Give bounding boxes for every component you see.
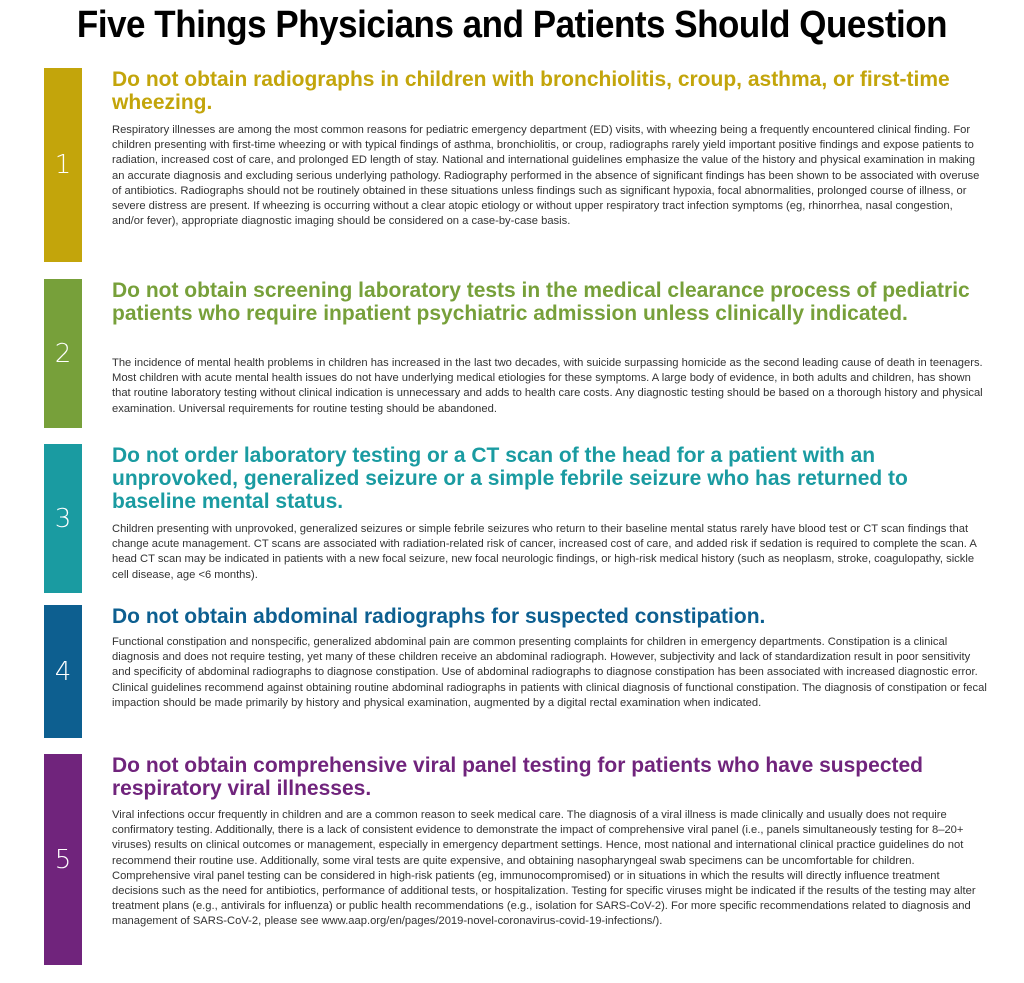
recommendation-heading-4: Do not obtain abdominal radiographs for suspected constipation.: [112, 605, 766, 628]
recommendation-body-3: Children presenting with unprovoked, generalized seizures or simple febrile seizures who return to their baseline mental status rarely have blood test or CT scan findings that change acute management. CT scans are associated with radiation-related risk of cancer, increased cost of care, and added risk if sedation is required to complete the scan. A head CT scan may be indicated in patients with a new focal seizure, new focal neurologic findings, or high-risk medical history (such as neoplasm, stroke, coagulopathy, sickle cell disease, age <6 months).: [112, 523, 977, 581]
number-bar-5: [44, 754, 82, 965]
recommendation-body-4: Functional constipation and nonspecific, generalized abdominal pain are common presenting complaints for children in emergency departments. Constipation is a clinical diagnosis and does not require testing, yet many of these children receive an abdominal radiograph. However, subjectivity and lack of standardization result in poor sensitivity and specificity of abdominal radiographs to diagnose constipation. Use of abdominal radiographs to diagnose constipation has been associated with increased diagnostic error. Clinical guidelines recommend against obtaining routine abdominal radiographs in patients with clinical diagnosis of functional constipation. The diagnosis of constipation or fecal impaction should be made primarily by history and physical examination, augmented by a digital rectal examination when indicated.: [112, 636, 987, 709]
recommendation-4: [0, 605, 1024, 738]
number-bar-4: [44, 605, 82, 738]
number-label-2: 2: [54, 338, 72, 369]
number-bar-1: [44, 68, 82, 262]
recommendation-heading-1: Do not obtain radiographs in children with bronchiolitis, croup, asthma, or first-time wheezing.: [112, 68, 950, 114]
number-bar-3: [44, 444, 82, 593]
number-bar-2: [44, 279, 82, 428]
number-label-5: 5: [54, 844, 72, 875]
recommendation-2: [0, 279, 1024, 428]
recommendation-body-1: Respiratory illnesses are among the most common reasons for pediatric emergency department (ED) visits, with wheezing being a frequently encountered clinical finding. For children presenting with first-time wheezing or with typical findings of asthma, bronchiolitis, or croup, radiographs rarely yield important positive findings and expose patients to radiation, increased cost of care, and prolonged ED length of stay. National and international guidelines emphasize the value of the history and physical examination in making an accurate diagnosis and excluding serious underlying pathology. Radiography performed in the absence of significant findings has been shown to be associated with overuse of antibiotics. Radiographs should not be routinely obtained in these situations unless findings such as significant hypoxia, focal abnormalities, prolonged course of illness, or severe distress are present. If wheezing is occurring without a clear atopic etiology or without upper respiratory tract infection symptoms (eg, rhinorrhea, nasal congestion, and/or fever), appropriate diagnostic imaging should be considered on a case-by-case basis.: [112, 124, 980, 228]
number-label-1: 1: [54, 150, 72, 180]
number-label-3: 3: [54, 503, 72, 534]
number-label-4: 4: [54, 656, 72, 687]
recommendation-heading-5: Do not obtain comprehensive viral panel testing for patients who have suspected respiratory viral illnesses.: [112, 754, 923, 800]
page-title: Five Things Physicians and Patients Should Question: [76, 4, 948, 46]
recommendation-heading-2: Do not obtain screening laboratory tests in the medical clearance process of pediatric patients who require inpatient psychiatric admission unless clinically indicated.: [112, 279, 970, 325]
recommendation-3: [0, 444, 1024, 593]
recommendation-5: [0, 754, 1024, 965]
recommendation-body-5: Viral infections occur frequently in children and are a common reason to seek medical care. The diagnosis of a viral illness is made clinically and usually does not require confirmatory testing. Additionally, there is a lack of consistent evidence to demonstrate the impact of comprehensive viral panel (i.e., panels simultaneously testing for 8–20+ viruses) results on clinical outcomes or management, especially in emergency department settings. Hence, most national and international clinical practice guidelines do not recommend their routine use. Additionally, some viral tests are quite expensive, and obtaining nasopharyngeal swab specimens can be uncomfortable for children. Comprehensive viral panel testing can be considered in high-risk patients (eg, immunocompromised) or in situations in which the results will directly influence treatment decisions such as the need for antibiotics, performance of additional tests, or hospitalization. Testing for specific viruses might be indicated if the results of the testing may alter treatment plans (e.g., antivirals for influenza) or public health recommendations (e.g., isolation for SARS-CoV-2). For more specific recommendations related to diagnosis and management of SARS-CoV-2, please see www.aap.org/en/pages/2019-novel-coronavirus-covid-19-infections/).: [112, 809, 976, 928]
recommendation-1: [0, 68, 1024, 262]
recommendation-heading-3: Do not order laboratory testing or a CT scan of the head for a patient with an unprovoked, generalized seizure or a simple febrile seizure who has returned to baseline mental status.: [112, 444, 908, 513]
recommendation-body-2: The incidence of mental health problems in children has increased in the last two decades, with suicide surpassing homicide as the second leading cause of death in teenagers. Most children with acute mental health issues do not have underlying medical etiologies for these symptoms. A large body of evidence, in both adults and children, has shown that routine laboratory testing without clinical indication is unnecessary and adds to health care costs. Any diagnostic testing should be based on a thorough history and physical examination. Universal requirements for routine testing should be abandoned.: [112, 357, 983, 415]
